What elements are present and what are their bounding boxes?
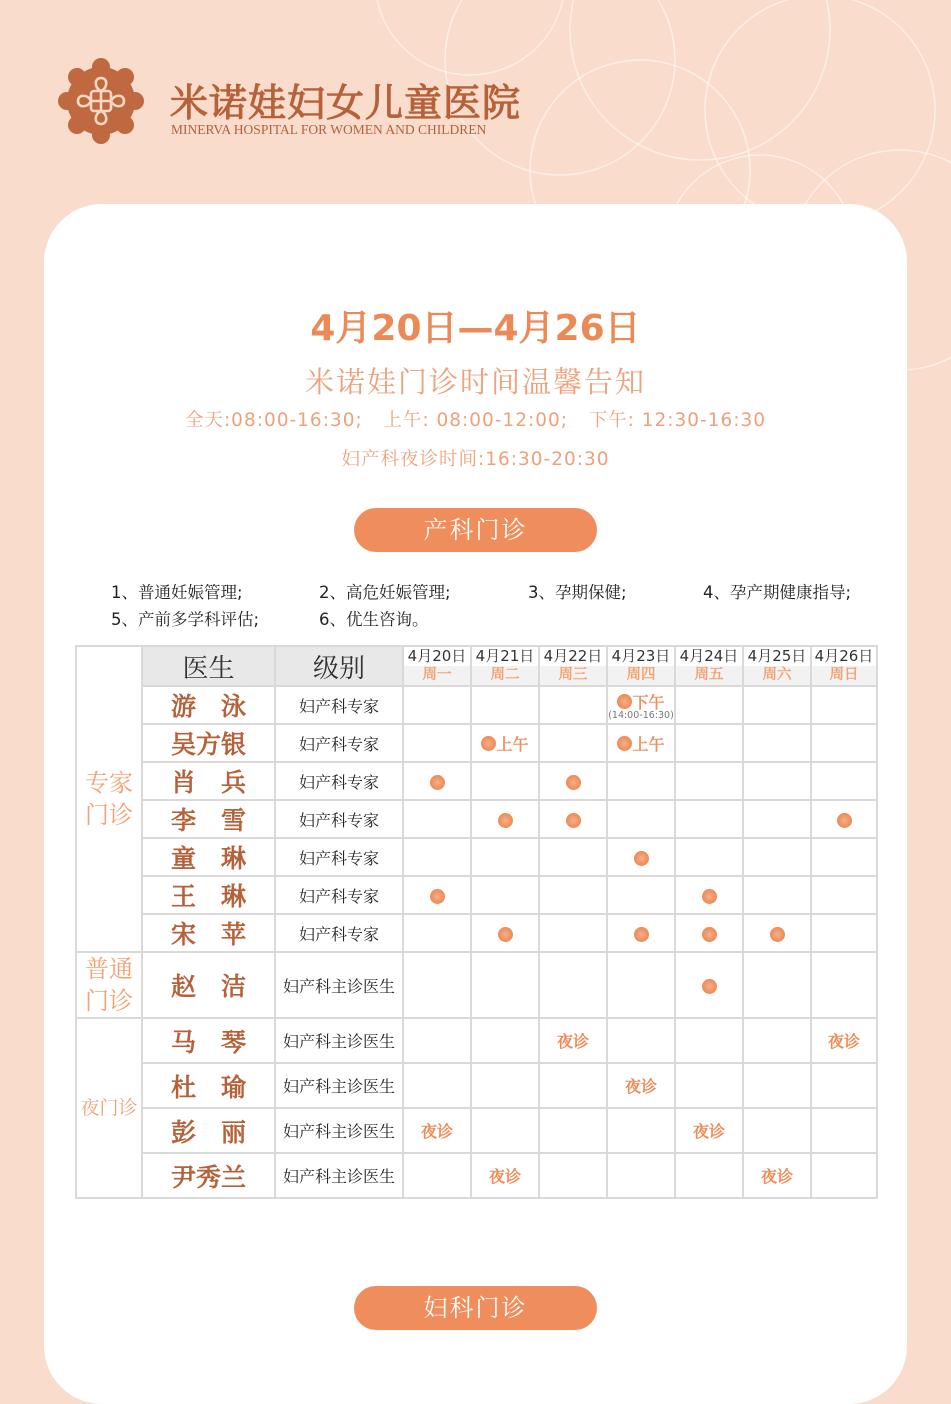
schedule-slot — [539, 876, 607, 914]
schedule-slot — [539, 800, 607, 838]
day-column-header — [675, 646, 743, 686]
day-weekday: 周五 — [676, 666, 742, 685]
schedule-slot — [811, 1153, 877, 1198]
schedule-slot — [811, 1018, 877, 1063]
full-day-dot-icon — [498, 927, 513, 942]
service-item: 1、普通妊娠管理; — [111, 583, 243, 602]
schedule-slot — [675, 800, 743, 838]
full-day-dot-icon — [837, 813, 852, 828]
doctor-name: 肖 兵 — [142, 762, 275, 800]
schedule-slot — [607, 762, 675, 800]
category-night: 夜门诊 — [76, 1018, 142, 1198]
day-date: 4月22日 — [543, 647, 603, 665]
schedule-slot — [403, 876, 471, 914]
schedule-slot — [403, 1063, 471, 1108]
doctor-level: 妇产科主诊医生 — [275, 1108, 403, 1153]
schedule-slot — [539, 724, 607, 762]
schedule-slot — [539, 952, 607, 1018]
doctor-name: 尹秀兰 — [142, 1153, 275, 1198]
schedule-slot — [471, 686, 539, 724]
day-weekday: 周一 — [404, 666, 470, 685]
doctor-level: 妇产科主诊医生 — [275, 952, 403, 1018]
schedule-slot — [403, 1153, 471, 1198]
night-session-label: 夜诊 — [488, 1167, 521, 1186]
schedule-slot — [743, 838, 811, 876]
day-weekday: 周二 — [472, 666, 538, 685]
full-day-dot-icon — [430, 775, 445, 790]
table-row — [76, 724, 877, 762]
day-weekday: 周四 — [608, 666, 674, 685]
clinic-hours: 全天:08:00-16:30; 上午: 08:00-12:00; 下午: 12:30-16:30 — [184, 410, 767, 431]
obstetrics-clinic-button[interactable]: 产科门诊 — [354, 508, 597, 552]
level-column-header: 级别 — [275, 646, 403, 686]
session-label: 上午 — [496, 734, 529, 754]
session-time-note: (14:00-16:30) — [608, 709, 674, 721]
schedule-slot — [743, 800, 811, 838]
category-expert: 专家 门诊 — [76, 646, 142, 952]
doctor-name: 童 琳 — [142, 838, 275, 876]
day-column-header — [471, 646, 539, 686]
service-item: 5、产前多学科评估; — [111, 610, 260, 629]
full-day-dot-icon — [634, 851, 649, 866]
service-item: 4、孕产期健康指导; — [703, 583, 852, 602]
schedule-slot — [675, 1018, 743, 1063]
schedule-slot — [743, 1108, 811, 1153]
hospital-name-en: MINERVA HOSPITAL FOR WOMEN AND CHILDREN — [171, 122, 487, 137]
schedule-slot — [675, 762, 743, 800]
table-row — [76, 1153, 877, 1198]
schedule-slot — [811, 838, 877, 876]
table-row — [76, 1018, 877, 1063]
schedule-slot — [675, 724, 743, 762]
night-clinic-hours: 妇产科夜诊时间:16:30-20:30 — [341, 449, 610, 470]
doctor-schedule-table — [75, 645, 878, 1199]
schedule-slot — [607, 952, 675, 1018]
doctor-level: 妇产科专家 — [275, 724, 403, 762]
night-session-label: 夜诊 — [624, 1077, 657, 1096]
doctor-level: 妇产科专家 — [275, 762, 403, 800]
doctor-column-header: 医生 — [142, 646, 275, 686]
date-range-title: 4月20日—4月26日 — [310, 308, 641, 349]
schedule-slot — [675, 686, 743, 724]
session-label: 下午 — [632, 692, 665, 712]
session-label: 上午 — [632, 734, 665, 754]
doctor-level: 妇产科专家 — [275, 686, 403, 724]
doctor-name: 王 琳 — [142, 876, 275, 914]
schedule-slot — [675, 1108, 743, 1153]
night-session-label: 夜诊 — [827, 1032, 860, 1051]
schedule-slot — [471, 800, 539, 838]
schedule-slot — [607, 724, 675, 762]
service-item: 2、高危妊娠管理; — [319, 583, 451, 602]
session-dot-icon — [481, 736, 496, 751]
table-row — [76, 952, 877, 1018]
doctor-name: 杜 瑜 — [142, 1063, 275, 1108]
day-column-header — [743, 646, 811, 686]
full-day-dot-icon — [702, 927, 717, 942]
schedule-slot — [743, 686, 811, 724]
session-dot-icon — [617, 694, 632, 709]
schedule-slot — [403, 838, 471, 876]
schedule-slot — [811, 724, 877, 762]
schedule-slot — [471, 762, 539, 800]
schedule-slot — [675, 838, 743, 876]
schedule-slot — [403, 724, 471, 762]
schedule-slot — [675, 876, 743, 914]
schedule-slot — [403, 762, 471, 800]
day-date: 4月24日 — [679, 647, 739, 665]
schedule-slot — [607, 1063, 675, 1108]
schedule-slot — [471, 1018, 539, 1063]
schedule-slot — [607, 1108, 675, 1153]
gynecology-clinic-button[interactable]: 妇科门诊 — [354, 1286, 597, 1330]
full-day-dot-icon — [566, 775, 581, 790]
table-row — [76, 838, 877, 876]
schedule-slot — [607, 1018, 675, 1063]
schedule-slot — [743, 1153, 811, 1198]
schedule-slot — [403, 952, 471, 1018]
doctor-name: 马 琴 — [142, 1018, 275, 1063]
schedule-slot — [607, 876, 675, 914]
day-date: 4月26日 — [814, 647, 874, 665]
schedule-slot — [539, 1018, 607, 1063]
schedule-slot — [539, 1108, 607, 1153]
schedule-slot — [811, 1108, 877, 1153]
night-session-label: 夜诊 — [420, 1122, 453, 1141]
doctor-name: 宋 苹 — [142, 914, 275, 952]
schedule-slot — [403, 1108, 471, 1153]
schedule-slot — [539, 686, 607, 724]
schedule-slot — [811, 914, 877, 952]
doctor-name: 李 雪 — [142, 800, 275, 838]
hospital-name-cn: 米诺娃妇女儿童医院 — [170, 81, 522, 125]
table-row — [76, 686, 877, 724]
schedule-slot — [743, 952, 811, 1018]
full-day-dot-icon — [702, 889, 717, 904]
schedule-slot — [403, 914, 471, 952]
schedule-slot — [403, 800, 471, 838]
doctor-level: 妇产科主诊医生 — [275, 1153, 403, 1198]
service-item: 3、孕期保健; — [528, 583, 627, 602]
night-session-label: 夜诊 — [556, 1032, 589, 1051]
night-session-label: 夜诊 — [760, 1167, 793, 1186]
doctor-level: 妇产科专家 — [275, 800, 403, 838]
day-weekday: 周六 — [744, 666, 810, 685]
doctor-name: 赵 洁 — [142, 952, 275, 1018]
full-day-dot-icon — [770, 927, 785, 942]
schedule-slot — [675, 952, 743, 1018]
schedule-slot — [471, 838, 539, 876]
doctor-name: 吴方银 — [142, 724, 275, 762]
schedule-slot — [811, 686, 877, 724]
schedule-slot — [743, 914, 811, 952]
schedule-slot — [607, 838, 675, 876]
schedule-slot — [743, 876, 811, 914]
category-general: 普通 门诊 — [76, 952, 142, 1018]
day-date: 4月23日 — [611, 647, 671, 665]
hospital-logo-icon — [58, 58, 144, 144]
full-day-dot-icon — [566, 813, 581, 828]
day-column-header — [811, 646, 877, 686]
doctor-name: 游 泳 — [142, 686, 275, 724]
schedule-slot — [811, 876, 877, 914]
day-column-header — [539, 646, 607, 686]
schedule-slot — [539, 762, 607, 800]
full-day-dot-icon — [498, 813, 513, 828]
full-day-dot-icon — [430, 889, 445, 904]
day-weekday: 周日 — [812, 666, 876, 685]
schedule-slot — [607, 686, 675, 724]
schedule-slot — [743, 724, 811, 762]
schedule-slot — [607, 1153, 675, 1198]
doctor-name: 彭 丽 — [142, 1108, 275, 1153]
doctor-level: 妇产科专家 — [275, 838, 403, 876]
day-date: 4月21日 — [475, 647, 535, 665]
schedule-slot — [743, 1063, 811, 1108]
schedule-slot — [471, 724, 539, 762]
schedule-slot — [675, 1063, 743, 1108]
day-column-header — [607, 646, 675, 686]
service-item: 6、优生咨询。 — [319, 610, 429, 629]
table-row — [76, 762, 877, 800]
doctor-level: 妇产科专家 — [275, 914, 403, 952]
schedule-slot — [539, 1153, 607, 1198]
schedule-slot — [811, 800, 877, 838]
schedule-slot — [471, 1108, 539, 1153]
schedule-slot — [675, 1153, 743, 1198]
schedule-slot — [675, 914, 743, 952]
schedule-slot — [539, 838, 607, 876]
day-weekday: 周三 — [540, 666, 606, 685]
schedule-slot — [471, 876, 539, 914]
schedule-slot — [743, 762, 811, 800]
day-date: 4月25日 — [747, 647, 807, 665]
table-row — [76, 876, 877, 914]
schedule-slot — [403, 686, 471, 724]
day-column-header — [403, 646, 471, 686]
session-dot-icon — [617, 736, 632, 751]
doctor-level: 妇产科主诊医生 — [275, 1063, 403, 1108]
schedule-slot — [811, 952, 877, 1018]
schedule-slot — [811, 1063, 877, 1108]
schedule-slot — [539, 914, 607, 952]
doctor-level: 妇产科主诊医生 — [275, 1018, 403, 1063]
schedule-slot — [811, 762, 877, 800]
schedule-slot — [539, 1063, 607, 1108]
schedule-slot — [471, 952, 539, 1018]
table-row — [76, 1063, 877, 1108]
schedule-slot — [403, 1018, 471, 1063]
schedule-slot — [471, 1063, 539, 1108]
schedule-slot — [607, 800, 675, 838]
night-session-label: 夜诊 — [692, 1122, 725, 1141]
day-date: 4月20日 — [407, 647, 467, 665]
table-row — [76, 1108, 877, 1153]
full-day-dot-icon — [634, 927, 649, 942]
table-row — [76, 914, 877, 952]
schedule-slot — [607, 914, 675, 952]
doctor-level: 妇产科专家 — [275, 876, 403, 914]
schedule-slot — [471, 1153, 539, 1198]
table-row — [76, 800, 877, 838]
schedule-slot — [743, 1018, 811, 1063]
schedule-slot — [471, 914, 539, 952]
notice-subtitle: 米诺娃门诊时间温馨告知 — [304, 365, 646, 399]
full-day-dot-icon — [702, 979, 717, 994]
